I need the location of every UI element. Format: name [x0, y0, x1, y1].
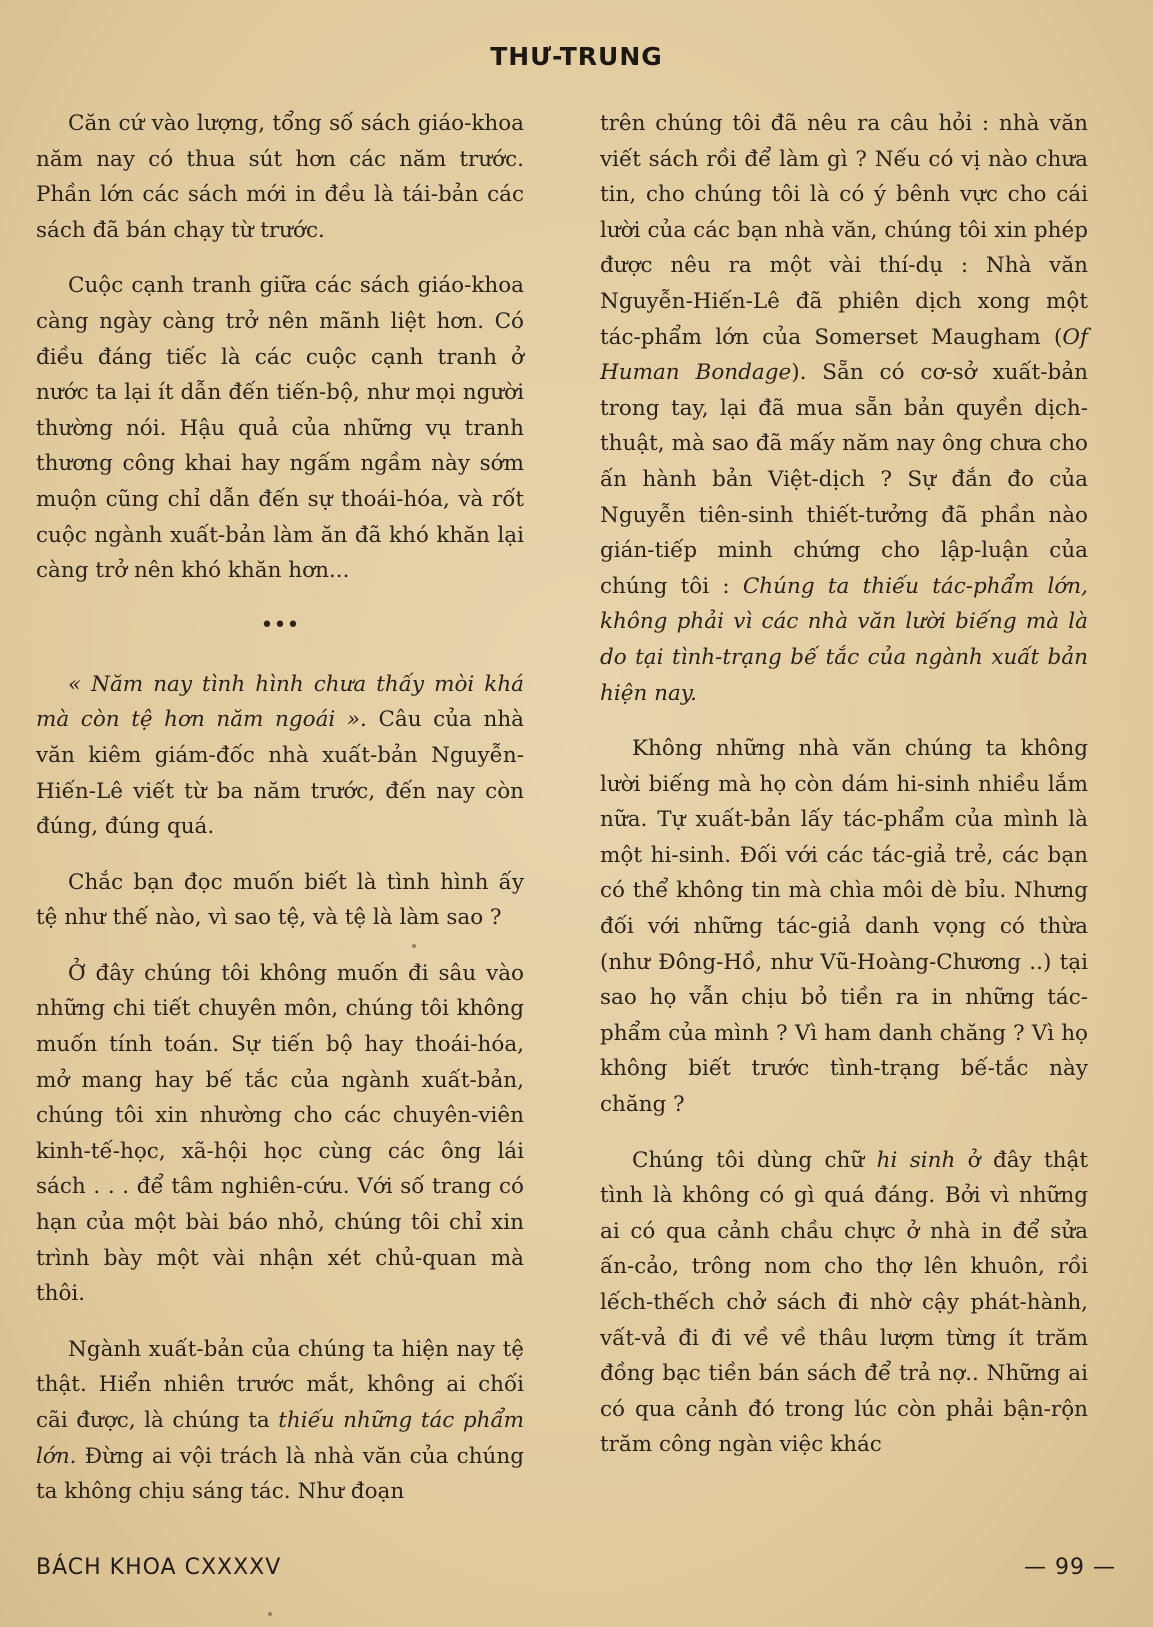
emphasis-text: thiếu những tác phẩm lớn. — [36, 1408, 525, 1469]
left-column — [36, 106, 524, 1530]
paragraph: Cuộc cạnh tranh giữa các sách giáo-khoa càng ngày càng trở nên mãnh liệt hơn. Có điều đáng tiếc là các cuộc cạnh tranh ở nước ta lại ít dẫn đến tiến-bộ, như mọi người thường nói. Hậu quả của những vụ tranh thương công khai hay ngấm ngầm này sớm muộn cũng chỉ dẫn đến sự thoái-hóa, và rốt cuộc ngành xuất-bản làm ăn đã khó khăn lại càng trở nên khó khăn hơn... — [36, 273, 524, 584]
page-number: — 99 — — [1024, 1555, 1116, 1580]
paragraph-text: Ngành xuất-bản của chúng ta hiện nay tệ thật. Hiển nhiên trước mắt, không ai chối cãi được, là chúng ta — [36, 1336, 524, 1433]
paragraph-text: trên chúng tôi đã nêu ra câu hỏi : nhà văn viết sách rồi để làm gì ? Nếu có vị nào chưa tin, cho chúng tôi là có ý bênh vực cho cái lười của các bạn nhà văn, chúng tôi xin phép được nêu ra một vài thí-dụ : Nhà văn Nguyễn-Hiến-Lê đã phiên dịch xong một tác-phẩm lớn của Somerset Maugham ( — [600, 111, 1088, 350]
paragraph: Không những nhà văn chúng ta không lười biếng mà họ còn dám hi-sinh nhiều lắm nữa. Tự xuất-bản lấy tác-phẩm của mình là một hi-sinh. Đối với các tác-giả trẻ, các bạn có thể không tin mà chìa môi dè bỉu. Nhưng đối với những tác-giả danh vọng có thừa (như Đông-Hồ, như Vũ-Hoàng-Chương ..) tại sao họ vẫn chịu bỏ tiền ra in những tác-phẩm của mình ? Vì ham danh chăng ? Vì họ không biết trước tình-trạng bế-tắc này chăng ? — [600, 736, 1088, 1118]
emphasis-text: Chúng ta thiếu tác-phẩm lớn, không phải vì các nhà văn lười biếng mà là do tại tình-trạng bế tắc của ngành xuất bản hiện nay. — [600, 573, 1088, 706]
paragraph: Căn cứ vào lượng, tổng số sách giáo-khoa năm nay có thua sút hơn các năm trước. Phần lớn các sách mới in đều là tái-bản các sách đã bán chạy từ trước. — [36, 111, 524, 243]
paragraph — [36, 667, 524, 845]
paragraph-text: ). Sẵn có cơ-sở xuất-bản trong tay, lại đã mua sẵn bản quyền dịch-thuật, mà sao đã mấy năm nay ông chưa cho ấn hành bản Việt-dịch ? Sự đắn đo của Nguyễn tiên-sinh thiết-tưởng đã phần nào gián-tiếp minh chứng cho lập-luận của chúng tôi : — [600, 360, 1088, 599]
right-column — [600, 106, 1088, 1483]
paragraph-text: Đừng ai vội trách là nhà văn của chúng ta không chịu sáng tác. Như đoạn — [36, 1443, 524, 1505]
quote-text: « Năm nay tình hình chưa thấy mòi khá mà còn tệ hơn năm ngoái ». — [36, 671, 524, 733]
book-title: Of Human Bondage — [600, 324, 1088, 386]
emphasis-text: hi sinh — [876, 1147, 956, 1173]
paragraph-text: Câu của nhà văn kiêm giám-đốc nhà xuất-bản Nguyễn-Hiến-Lê viết từ ba năm trước, đến nay còn đúng, đúng quá. — [36, 707, 524, 840]
paragraph — [36, 1332, 524, 1510]
paragraph-text: ở đây thật tình là không có gì quá đáng. Bởi vì những ai có qua cảnh chầu chực ở nhà in để sửa ấn-cảo, trông nom cho thợ lên khuôn, rồi lếch-thếch chở sách đi nhờ cậy phát-hành, vất-vả đi đi về về thâu lượm từng ít trăm đồng bạc tiền bán sách để trả nợ.. Những ai có qua cảnh đó trong lúc còn phải bận-rộn trăm công ngàn việc khác — [600, 1147, 1088, 1458]
page-header-author: THƯ-TRUNG — [490, 42, 663, 71]
paragraph: Chắc bạn đọc muốn biết là tình hình ấy tệ như thế nào, vì sao tệ, và tệ là làm sao ? — [36, 869, 524, 931]
print-speck — [268, 1612, 272, 1616]
paragraph — [600, 106, 1088, 711]
section-divider: ••• — [260, 612, 300, 638]
paragraph — [600, 1143, 1088, 1463]
paragraph: Ở đây chúng tôi không muốn đi sâu vào những chi tiết chuyên môn, chúng tôi không muốn tính toán. Sự tiến bộ hay thoái-hóa, mở mang hay bế tắc của ngành xuất-bản, chúng tôi xin nhường cho các chuyên-viên kinh-tế-học, xã-hội học cùng các ông lái sách . . . để tâm nghiên-cứu. Với số trang có hạn của một bài báo nhỏ, chúng tôi chỉ xin trình bày một vài nhận xét chủ-quan mà thôi. — [36, 960, 524, 1307]
print-speck — [412, 944, 416, 948]
paragraph-text: Chúng tôi dùng chữ — [632, 1147, 865, 1173]
publication-name: BÁCH KHOA CXXXXV — [36, 1555, 282, 1580]
